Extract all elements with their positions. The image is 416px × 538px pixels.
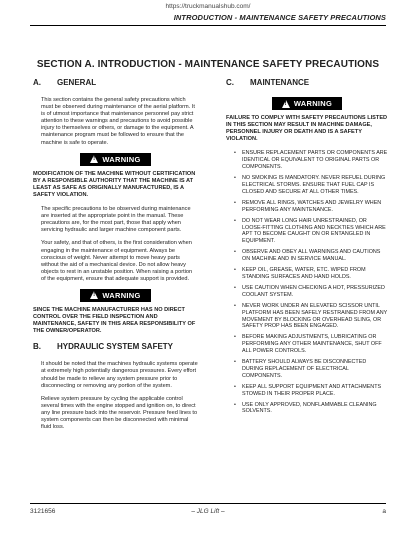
list-item: • NEVER WORK UNDER AN ELEVATED SCISSOR UNTIL PLATFORM HAS BEEN SAFELY RESTRAINED FROM ANY MOVEMENT BY BLOCKING OR OVERHEAD SLING, OR SAFETY PROP HAS BEEN ENGAGED. bbox=[234, 303, 388, 331]
warning-message-1: MODIFICATION OF THE MACHINE WITHOUT CERTIFICATION BY A RESPONSIBLE AUTHORITY THAT THE MACHINE IS AT LEAST AS SAFE AS ORIGINALLY MANUFACTURED, IS A SAFETY VIOLATION. bbox=[33, 170, 196, 198]
hydraulic-letter: B. bbox=[33, 342, 41, 352]
hydraulic-paragraph-1: It should be noted that the machines hydraulic systems operate at extremely high potentially dangerous pressures. Every effort should be made to relieve any system pressure prior to disconnecting or removing any portion of the system. bbox=[41, 361, 198, 389]
maintenance-list bbox=[226, 150, 388, 415]
warning-label-3 bbox=[272, 97, 342, 110]
warning-text-2: WARNING bbox=[102, 290, 141, 300]
right-column bbox=[226, 78, 388, 419]
list-item: • USE ONLY APPROVED, NONFLAMMABLE CLEANING SOLVENTS. bbox=[234, 402, 388, 416]
warning-banner-2 bbox=[33, 289, 198, 302]
left-column bbox=[33, 78, 198, 437]
warning-triangle-icon: ! bbox=[282, 100, 290, 108]
general-letter: A. bbox=[33, 78, 41, 87]
warning-label-1 bbox=[80, 153, 150, 166]
warning-banner-1 bbox=[33, 153, 198, 166]
warning-banner-3 bbox=[226, 97, 388, 110]
general-heading bbox=[33, 78, 198, 87]
precautions-paragraph: The specific precautions to be observed during maintenance are inserted at the appropriate point in the manual. These precautions are, for the most part, those that apply when servicing hydraulic and larger machine component parts. bbox=[41, 206, 191, 234]
list-item: • OBSERVE AND OBEY ALL WARNINGS AND CAUTIONS ON MACHINE AND IN SERVICE MANUAL. bbox=[234, 249, 388, 263]
hydraulic-heading bbox=[33, 342, 198, 351]
maintenance-heading bbox=[226, 78, 388, 87]
warning-label-2 bbox=[80, 289, 150, 302]
page-number: a bbox=[382, 508, 386, 515]
list-item: • USE CAUTION WHEN CHECKING A HOT, PRESSURIZED COOLANT SYSTEM. bbox=[234, 285, 388, 299]
section-title: SECTION A. INTRODUCTION - MAINTENANCE SAFETY PRECAUTIONS bbox=[36, 59, 380, 70]
running-header: INTRODUCTION - MAINTENANCE SAFETY PRECAUTIONS bbox=[173, 13, 386, 22]
footer-brand: – JLG Lift – bbox=[191, 508, 225, 515]
general-paragraph: This section contains the general safety precautions which must be observed during maintenance of the aerial platform. It is of utmost importance that maintenance personnel pay strict attention to these warnings and precautions to avoid possible injury to themselves or others, or damage to the equipment. A maintenance program must be followed to ensure that the machine is safe to operate. bbox=[41, 97, 195, 146]
list-item: • DO NOT WEAR LONG HAIR UNRESTRAINED, OR LOOSE-FITTING CLOTHING AND NECKTIES WHICH ARE APT TO BECOME CAUGHT ON OR ENTANGLED IN EQUIPMENT. bbox=[234, 218, 388, 246]
list-item: • KEEP ALL SUPPORT EQUIPMENT AND ATTACHMENTS STOWED IN THEIR PROPER PLACE. bbox=[234, 384, 388, 398]
list-item: • BEFORE MAKING ADJUSTMENTS, LUBRICATING OR PERFORMING ANY OTHER MAINTENANCE, SHUT OFF ALL POWER CONTROLS. bbox=[234, 334, 388, 355]
source-url[interactable]: https://truckmanualshub.com/ bbox=[165, 3, 251, 10]
list-item: • ENSURE REPLACEMENT PARTS OR COMPONENTS ARE IDENTICAL OR EQUIVALENT TO ORIGINAL PARTS OR COMPONENTS. bbox=[234, 150, 388, 171]
header-rule bbox=[30, 25, 386, 26]
warning-message-2: SINCE THE MACHINE MANUFACTURER HAS NO DIRECT CONTROL OVER THE FIELD INSPECTION AND MAINTENANCE, SAFETY IN THIS AREA RESPONSIBILITY OF THE OWNER/OPERATOR. bbox=[33, 306, 196, 335]
list-item: • REMOVE ALL RINGS, WATCHES AND JEWELRY WHEN PERFORMING ANY MAINTENANCE. bbox=[234, 200, 388, 214]
warning-triangle-icon: ! bbox=[90, 155, 98, 163]
warning-text-3: WARNING bbox=[293, 99, 333, 108]
maintenance-title: MAINTENANCE bbox=[250, 78, 310, 87]
footer-rule bbox=[30, 503, 386, 504]
list-item: • BATTERY SHOULD ALWAYS BE DISCONNECTED DURING REPLACEMENT OF ELECTRICAL COMPONENTS. bbox=[234, 359, 388, 380]
maintenance-letter: C. bbox=[226, 78, 234, 87]
warning-triangle-icon: ! bbox=[90, 291, 98, 299]
hydraulic-title: HYDRAULIC SYSTEM SAFETY bbox=[57, 342, 174, 352]
warning-text-1: WARNING bbox=[102, 154, 141, 164]
safety-paragraph: Your safety, and that of others, is the first consideration when engaging in the maintenance of equipment. Always be conscious of weight. Never attempt to move heavy parts without the aid of a mechanical device. Do not allow heavy objects to rest in an unstable position. When raising a portion of the equipment, ensure that adequate support is provided. bbox=[41, 240, 193, 282]
list-item: • KEEP OIL, GREASE, WATER, ETC. WIPED FROM STANDING SURFACES AND HAND HOLDS. bbox=[234, 267, 388, 281]
warning-message-3: FAILURE TO COMPLY WITH SAFETY PRECAUTIONS LISTED IN THIS SECTION MAY RESULT IN MACHINE DAMAGE, PERSONNEL INJURY OR DEATH AND IS A SAFETY VIOLATION. bbox=[226, 115, 388, 143]
general-title: GENERAL bbox=[57, 78, 97, 87]
hydraulic-paragraph-2: Relieve system pressure by cycling the applicable control several times with the engine stopped and ignition on, to direct any line pressure back into the reservoir. Pressure feed lines to system components can then be disconnected with minimal fluid loss. bbox=[41, 395, 198, 431]
list-item: • NO SMOKING IS MANDATORY. NEVER REFUEL DURING ELECTRICAL STORMS. ENSURE THAT FUEL CAP IS CLOSED AND SECURE AT ALL OTHER TIMES. bbox=[234, 175, 388, 196]
doc-number: 3121656 bbox=[30, 508, 56, 515]
